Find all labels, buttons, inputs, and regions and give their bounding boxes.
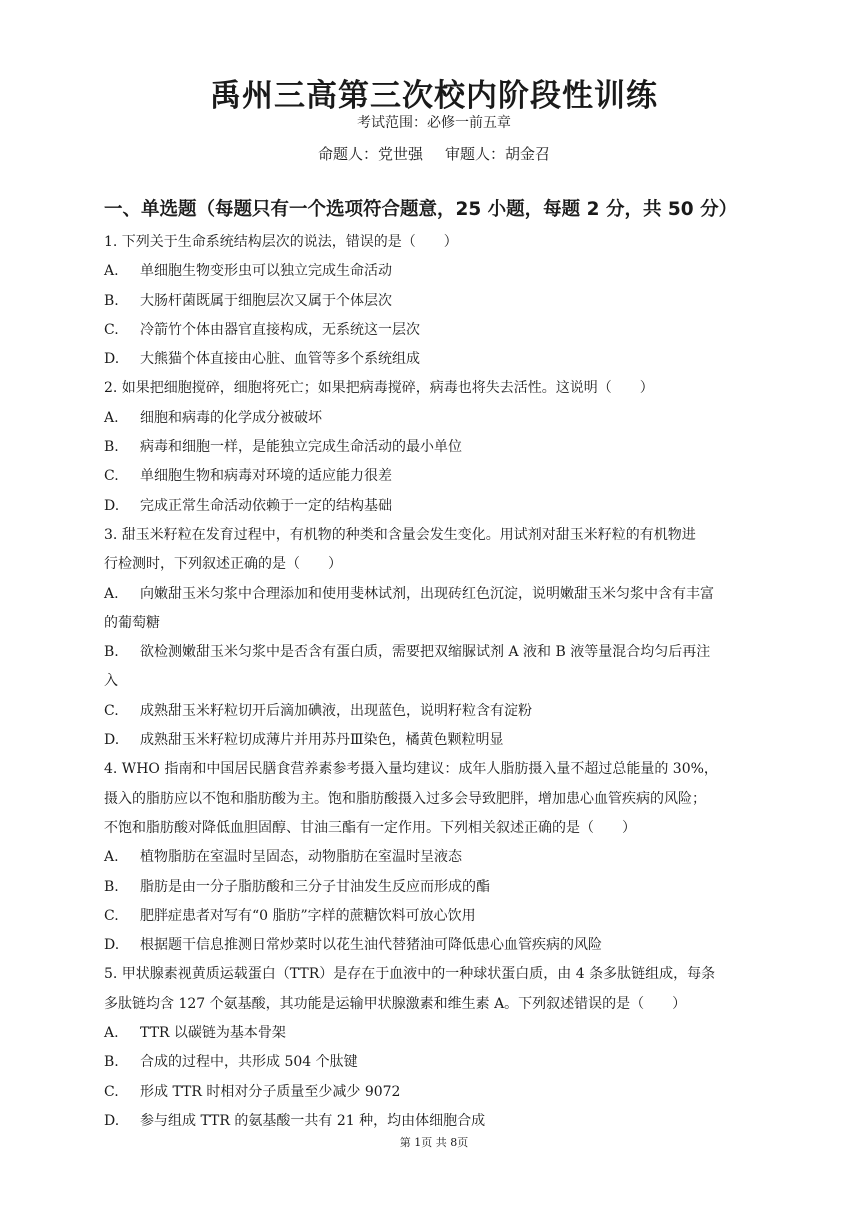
question-stem-line: 行检测时，下列叙述正确的是（ ） xyxy=(104,556,342,573)
option-text: 脂肪是由一分子脂肪酸和三分子甘油发生反应而形成的酯 xyxy=(140,878,490,895)
option-letter: D. xyxy=(104,351,120,368)
question-stem-line: 2. 如果把细胞搅碎，细胞将死亡；如果把病毒搅碎，病毒也将失去活性。这说明（ ） xyxy=(104,380,654,397)
answer-option xyxy=(104,638,766,667)
question-stem-line: 多肽链均含 127 个氨基酸，其功能是运输甲状腺激素和维生素 A。下列叙述错误的是（ ） xyxy=(104,995,687,1012)
option-text: 单细胞生物变形虫可以独立完成生命活动 xyxy=(140,263,392,280)
answer-option xyxy=(104,462,766,491)
option-text: 大肠杆菌既属于细胞层次又属于个体层次 xyxy=(140,292,392,309)
question-item xyxy=(104,755,766,960)
option-letter: C. xyxy=(104,702,119,719)
option-letter: A. xyxy=(104,585,119,602)
option-letter: A. xyxy=(104,1025,119,1042)
answer-option xyxy=(104,316,766,345)
option-text: 向嫩甜玉米匀浆中合理添加和使用斐林试剂，出现砖红色沉淀，说明嫩甜玉米匀浆中含有丰富 xyxy=(140,585,714,602)
option-text-continued: 入 xyxy=(104,673,118,690)
question-stem-line: 5. 甲状腺素视黄质运载蛋白（TTR）是存在于血液中的一种球状蛋白质，由 4 条多肽链组成，每条 xyxy=(104,966,716,983)
answer-option xyxy=(104,931,766,960)
question-reviewer: 审题人：胡金召 xyxy=(445,145,551,163)
answer-option xyxy=(104,287,766,316)
question-item xyxy=(104,228,766,374)
option-letter: C. xyxy=(104,907,119,924)
answer-option xyxy=(104,492,766,521)
option-text: 大熊猫个体直接由心脏、血管等多个系统组成 xyxy=(140,351,420,368)
option-letter: B. xyxy=(104,878,119,895)
answer-option xyxy=(104,580,766,609)
answer-option xyxy=(104,697,766,726)
question-stem-line: 4. WHO 指南和中国居民膳食营养素参考摄入量均建议：成年人脂肪摄入量不超过总能量的 30%， xyxy=(104,761,718,778)
question-item xyxy=(104,521,766,755)
option-text: 参与组成 TTR 的氨基酸一共有 21 种，均由体细胞合成 xyxy=(140,1112,486,1129)
page-number: 第 1页 共 8页 xyxy=(399,1136,469,1149)
answer-option xyxy=(104,1078,766,1107)
question-stem-line: 3. 甜玉米籽粒在发育过程中，有机物的种类和含量会发生变化。用试剂对甜玉米籽粒的有机物进 xyxy=(104,526,696,543)
option-letter: D. xyxy=(104,937,120,954)
option-text: 形成 TTR 时相对分子质量至少减少 9072 xyxy=(140,1083,401,1100)
option-letter: A. xyxy=(104,409,119,426)
option-text: 病毒和细胞一样，是能独立完成生命活动的最小单位 xyxy=(140,439,462,456)
option-text: 成熟甜玉米籽粒切成薄片并用苏丹Ⅲ染色，橘黄色颗粒明显 xyxy=(140,732,504,749)
option-letter: D. xyxy=(104,732,120,749)
question-stem-line: 1. 下列关于生命系统结构层次的说法，错误的是（ ） xyxy=(104,234,458,250)
answer-option xyxy=(104,902,766,931)
option-letter: D. xyxy=(104,1112,120,1129)
answer-option xyxy=(104,345,766,374)
exam-authors xyxy=(0,143,868,165)
question-stem-line: 不饱和脂肪酸对降低血胆固醇、甘油三酯有一定作用。下列相关叙述正确的是（ ） xyxy=(104,819,636,836)
answer-option xyxy=(104,1107,766,1136)
answer-option xyxy=(104,873,766,902)
answer-option xyxy=(104,257,766,286)
option-letter: B. xyxy=(104,1054,119,1071)
option-text: 细胞和病毒的化学成分被破坏 xyxy=(140,409,322,426)
section-heading: 一、单选题（每题只有一个选项符合题意，25 小题，每题 2 分，共 50 分） xyxy=(104,199,738,220)
answer-option xyxy=(104,1048,766,1077)
exam-title: 禹州三高第三次校内阶段性训练 xyxy=(210,78,658,114)
question-stem-line: 摄入的脂肪应以不饱和脂肪酸为主。饱和脂肪酸摄入过多会导致肥胖，增加患心血管疾病的风险； xyxy=(104,790,706,807)
option-letter: B. xyxy=(104,439,119,456)
answer-option xyxy=(104,1019,766,1048)
option-text: 植物脂肪在室温时呈固态，动物脂肪在室温时呈液态 xyxy=(140,849,462,866)
option-letter: A. xyxy=(104,849,119,866)
exam-scope: 考试范围：必修一前五章 xyxy=(357,115,511,131)
option-text: 单细胞生物和病毒对环境的适应能力很差 xyxy=(140,468,392,485)
option-text-continued: 的葡萄糖 xyxy=(104,614,160,631)
option-letter: C. xyxy=(104,1083,119,1100)
option-letter: C. xyxy=(104,321,119,338)
question-item xyxy=(104,374,766,520)
option-letter: B. xyxy=(104,292,119,309)
answer-option xyxy=(104,843,766,872)
answer-option xyxy=(104,404,766,433)
question-list xyxy=(104,228,766,1136)
option-text: 冷箭竹个体由器官直接构成，无系统这一层次 xyxy=(140,321,420,338)
option-text: TTR 以碳链为基本骨架 xyxy=(140,1025,286,1042)
option-letter: B. xyxy=(104,644,119,661)
option-text: 成熟甜玉米籽粒切开后滴加碘液，出现蓝色，说明籽粒含有淀粉 xyxy=(140,702,532,719)
option-text: 欲检测嫩甜玉米匀浆中是否含有蛋白质，需要把双缩脲试剂 A 液和 B 液等量混合均匀后再注 xyxy=(140,644,711,661)
option-text: 根据题干信息推测日常炒菜时以花生油代替猪油可降低患心血管疾病的风险 xyxy=(140,937,602,954)
option-text: 肥胖症患者对写有“0 脂肪”字样的蔗糖饮料可放心饮用 xyxy=(140,907,476,924)
question-item xyxy=(104,960,766,1136)
option-letter: C. xyxy=(104,468,119,485)
option-text: 完成正常生命活动依赖于一定的结构基础 xyxy=(140,497,392,514)
question-setter: 命题人：党世强 xyxy=(317,145,423,163)
answer-option xyxy=(104,433,766,462)
option-letter: A. xyxy=(104,263,119,280)
answer-option xyxy=(104,726,766,755)
option-text: 合成的过程中，共形成 504 个肽键 xyxy=(140,1054,358,1071)
option-letter: D. xyxy=(104,497,120,514)
